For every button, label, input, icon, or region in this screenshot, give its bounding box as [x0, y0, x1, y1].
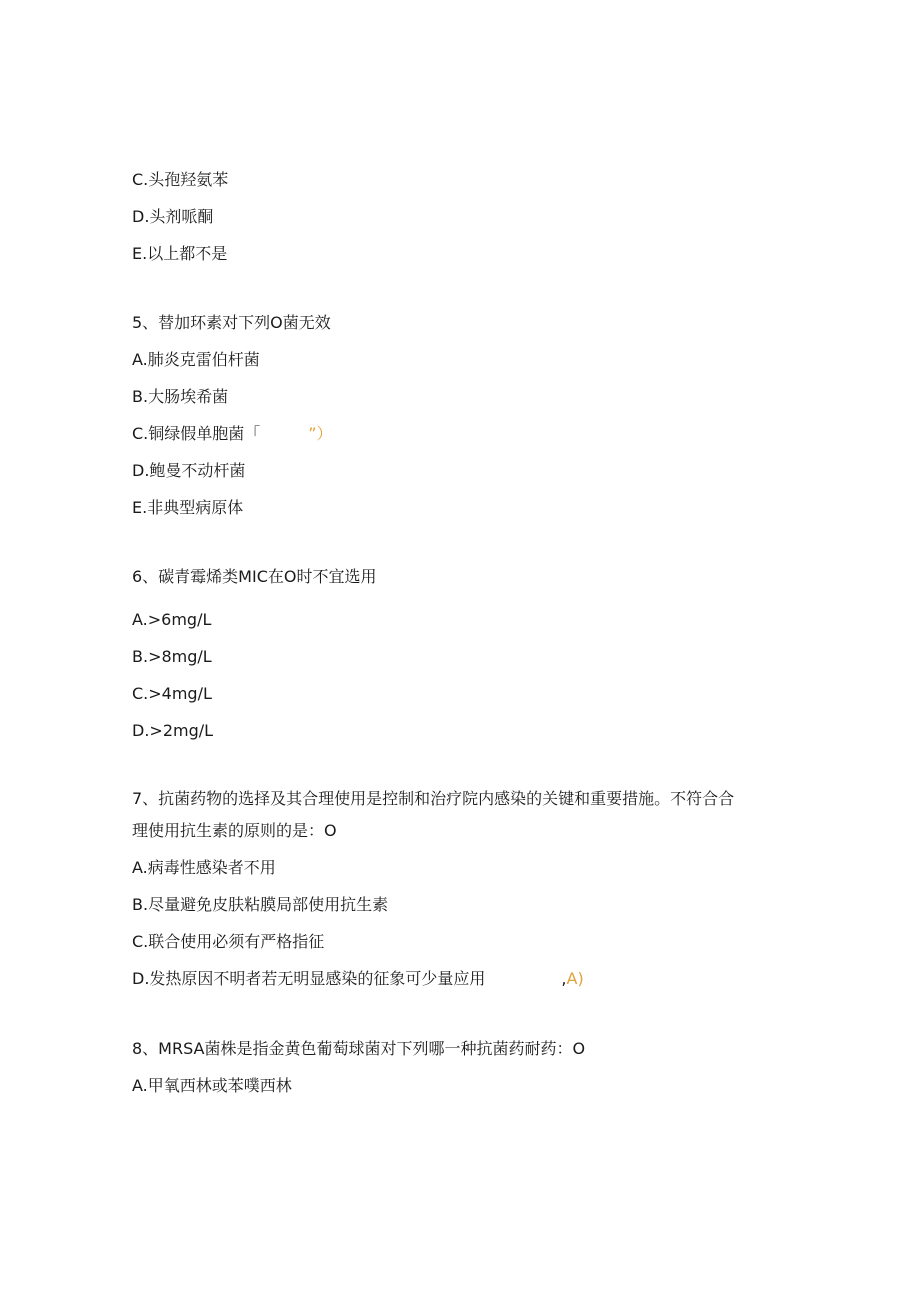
- q5-option-c: [132, 424, 333, 444]
- q5-option-e: E.非典型病原体: [132, 498, 244, 517]
- q5-option-c-text: C.铜绿假单胞菌「: [132, 424, 261, 443]
- q7-stem-line2: 理使用抗生素的原则的是：O: [132, 821, 337, 840]
- q4-option-e: E.以上都不是: [132, 244, 228, 263]
- q7-option-d: [132, 969, 584, 989]
- q7-option-a: A.病毒性感染者不用: [132, 858, 276, 877]
- q5-option-b: B.大肠埃希菌: [132, 387, 229, 406]
- q5-option-a: A.肺炎克雷伯杆菌: [132, 350, 260, 369]
- q6-option-b: B.>8mg∕L: [132, 647, 212, 666]
- q6-option-a: A.>6mg∕L: [132, 610, 212, 629]
- q4-option-c: C.头孢羟氨苯: [132, 170, 229, 189]
- q7-option-d-annotation: A): [566, 969, 584, 988]
- q7-option-b: B.尽量避免皮肤粘膜局部使用抗生素: [132, 895, 389, 914]
- q7-option-d-text: D.发热原因不明者若无明显感染的征象可少量应用: [132, 969, 486, 988]
- q8-stem: 8、MRSA菌株是指金黄色葡萄球菌对下列哪一种抗菌药耐药：O: [132, 1039, 586, 1058]
- q5-option-d: D.鲍曼不动杆菌: [132, 461, 246, 480]
- q6-option-d: D.>2mg∕L: [132, 721, 214, 740]
- q6-stem: 6、碳青霉烯类MIC在O时不宜选用: [132, 567, 377, 586]
- q6-option-c: C.>4mg∕L: [132, 684, 212, 703]
- q8-option-a: A.甲氧西林或苯噗西林: [132, 1076, 292, 1095]
- q5-option-c-annotation: ”）: [308, 424, 333, 443]
- q4-option-d: D.头剂哌酮: [132, 207, 214, 226]
- q7-stem-line1: 7、抗菌药物的选择及其合理使用是控制和治疗院内感染的关键和重要措施。不符合合: [132, 789, 735, 808]
- q7-option-d-comma: ,: [561, 969, 567, 988]
- q7-option-c: C.联合使用必须有严格指征: [132, 932, 325, 951]
- q5-stem: 5、替加环素对下列O菌无效: [132, 313, 331, 332]
